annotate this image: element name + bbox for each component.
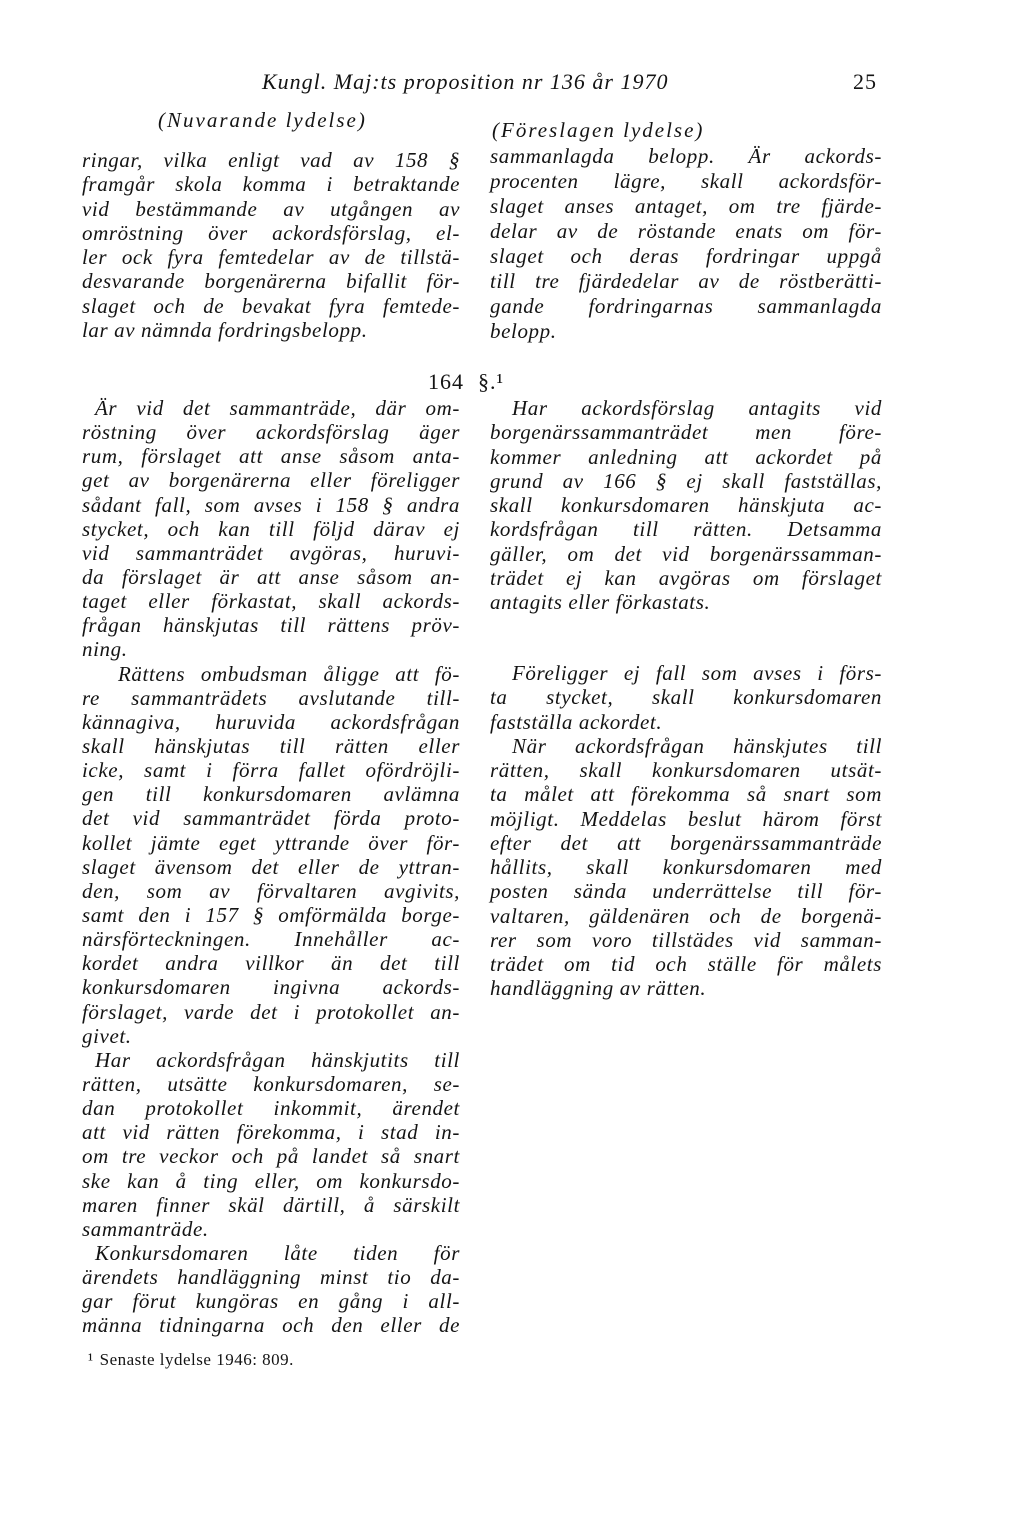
section-symbol: §.: [478, 369, 497, 394]
section-heading-164: [428, 369, 504, 395]
text-line: lar av nämnda fordringsbelopp.: [82, 318, 368, 343]
text-line: kordsfrågan till rätten. Detsamma: [490, 517, 882, 542]
text-line: Konkursdomaren låte tiden för: [95, 1240, 460, 1265]
text-line: stycket, och kan till följd därav ej: [82, 516, 460, 541]
text-line: kommer anledning att ackordet på: [490, 444, 882, 469]
text-line: antagits eller förkastats.: [490, 590, 711, 614]
text-line: get av borgenärerna eller föreligger: [82, 468, 460, 493]
text-line: ringar, vilka enligt vad av 158 §: [82, 148, 460, 172]
text-line: rätten, utsätte konkursdomaren, se-: [82, 1071, 460, 1096]
page-number: 25: [853, 69, 877, 94]
text-line: slaget ävensom det eller de yttran-: [82, 854, 460, 879]
text-line: röstning över ackordsförslag äger: [82, 420, 460, 445]
text-line: efter det att borgenärssammanträde: [490, 830, 882, 855]
paragraph: [82, 148, 460, 342]
text-line: gen till konkursdomaren avlämna: [82, 782, 460, 807]
text-line: framgår skola komma i betraktande: [82, 172, 460, 197]
text-line: konkursdomaren ingivna ackords-: [82, 975, 460, 1000]
text-line: slaget anses antaget, om tre fjärde-: [490, 193, 882, 218]
paragraph: [490, 396, 882, 614]
text-line: gande fordringarnas sammanlagda: [490, 293, 882, 318]
text-line: den, som av förvaltaren avgivits,: [82, 878, 460, 903]
text-line: slaget och deras fordringar uppgå: [490, 243, 882, 268]
text-line: rätten, skall konkursdomaren utsät-: [490, 758, 882, 782]
text-line: om tre veckor och på landet så snart: [82, 1144, 460, 1169]
text-line: kännagiva, huruvida ackordsfrågan: [82, 709, 460, 734]
text-line: icke, samt i förra fallet ofördröjli-: [82, 758, 460, 783]
text-line: sammanträde.: [82, 1216, 209, 1241]
paragraph: [490, 144, 882, 344]
paragraph: [82, 1048, 460, 1241]
paragraph: [82, 1241, 460, 1338]
text-line: belopp.: [490, 318, 557, 343]
text-line: kordet andra villkor än det till: [82, 951, 460, 976]
text-line: rum, förslaget att anse såsom anta-: [82, 444, 460, 469]
text-line: skall hänskjutas till rätten eller: [82, 733, 460, 758]
text-line: valtaren, gäldenären och de borgenä-: [490, 903, 882, 928]
text-line: dan protokollet inkommit, ärendet: [82, 1096, 460, 1121]
text-line: procenten lägre, skall ackordsför-: [490, 168, 882, 193]
text-line: Rättens ombudsman åligge att fö-: [118, 661, 460, 686]
text-line: vid bestämmande av utgången av: [82, 196, 460, 221]
text-line: Har ackordsförslag antagits vid: [512, 396, 882, 420]
text-line: gäller, om det vid borgenärssamman-: [490, 541, 882, 566]
text-line: da förslaget är att anse såsom an-: [82, 564, 460, 589]
text-line: borgenärssammanträdet men före-: [490, 420, 882, 445]
left-column-continued-text: [82, 148, 460, 342]
left-column-section-164-text: [82, 396, 460, 1337]
text-line: re sammanträdets avslutande till-: [82, 685, 460, 710]
text-line: kollet jämte eget yttrande över för-: [82, 830, 460, 855]
text-line: till tre fjärdedelar av de röstberätti-: [490, 268, 882, 293]
text-line: sådant fall, som avses i 158 § andra: [82, 492, 460, 517]
text-line: fastställa ackordet.: [490, 709, 663, 734]
text-line: vid sammanträdet avgöras, huruvi-: [82, 540, 460, 565]
text-line: samt den i 157 § omförmälda borge-: [82, 902, 460, 927]
running-header-title: Kungl. Maj:ts proposition nr 136 år 1970: [262, 69, 669, 94]
text-line: Föreligger ej fall som avses i förs-: [512, 661, 882, 685]
text-line: rer som voro tillstädes vid samman-: [490, 927, 882, 952]
text-line: trädet ej kan avgöras om förslaget: [490, 565, 882, 590]
text-line: desvarande borgenärerna bifallit för-: [82, 269, 460, 294]
text-line: Har ackordsfrågan hänskjutits till: [95, 1047, 460, 1072]
section-number: 164: [428, 369, 464, 394]
text-line: Är vid det sammanträde, där om-: [95, 396, 460, 420]
right-column-heading: (Föreslagen lydelse): [492, 118, 705, 142]
footnote-text: Senaste lydelse 1946: 809.: [99, 1350, 294, 1369]
footnote-reference: ¹: [496, 369, 505, 394]
text-line: möjligt. Meddelas beslut härom först: [490, 806, 882, 831]
text-line: delar av de röstande enats om för-: [490, 218, 882, 243]
text-line: omröstning över ackordsförslag, el-: [82, 220, 460, 245]
text-line: trädet om tid och ställe för målets: [490, 952, 882, 976]
text-line: ta stycket, skall konkursdomaren: [490, 685, 882, 710]
text-line: handläggning av rätten.: [490, 976, 707, 1001]
text-line: skall konkursdomaren hänskjuta ac-: [490, 493, 882, 517]
text-line: frågan hänskjutas till rättens pröv-: [82, 613, 460, 638]
text-line: givet.: [82, 1023, 132, 1048]
paragraph: [82, 396, 460, 662]
text-line: taget eller förkastat, skall ackords-: [82, 589, 460, 614]
text-line: det vid sammanträdet förda proto-: [82, 806, 460, 831]
right-column-section-164-text: [490, 396, 882, 1001]
footnote-marker: ¹: [88, 1350, 94, 1369]
text-line: grund av 166 § ej skall fastställas,: [490, 468, 882, 493]
footnote: [88, 1349, 294, 1371]
text-line: slaget och de bevakat fyra femtede-: [82, 293, 460, 318]
text-line: gar förut kungöras en gång i all-: [82, 1289, 460, 1314]
text-line: ler ock fyra femtedelar av de tillstä-: [82, 245, 460, 270]
text-line: männa tidningarna och den eller de: [82, 1313, 460, 1338]
left-column-heading: (Nuvarande lydelse): [158, 108, 367, 132]
paragraph: [82, 662, 460, 1048]
text-line: att vid rätten förekomma, i stad in-: [82, 1120, 460, 1145]
text-line: posten sända underrättelse till för-: [490, 879, 882, 904]
right-column-continued-text: [490, 144, 882, 344]
text-line: ske kan å ting eller, om konkursdo-: [82, 1168, 460, 1193]
text-line: maren finner skäl därtill, å särskilt: [82, 1192, 460, 1217]
text-line: hållits, skall konkursdomaren med: [490, 855, 882, 879]
text-line: ta målet att förekomma så snart som: [490, 782, 882, 807]
paragraph: [490, 734, 882, 1001]
text-line: När ackordsfrågan hänskjutes till: [512, 733, 882, 758]
text-line: sammanlagda belopp. Är ackords-: [490, 143, 882, 168]
paragraph: [490, 661, 882, 734]
text-line: närsförteckningen. Innehåller ac-: [82, 927, 460, 952]
text-line: ning.: [82, 637, 128, 662]
text-line: ärendets handläggning minst tio da-: [82, 1265, 460, 1290]
text-line: förslaget, varde det i protokollet an-: [82, 999, 460, 1024]
